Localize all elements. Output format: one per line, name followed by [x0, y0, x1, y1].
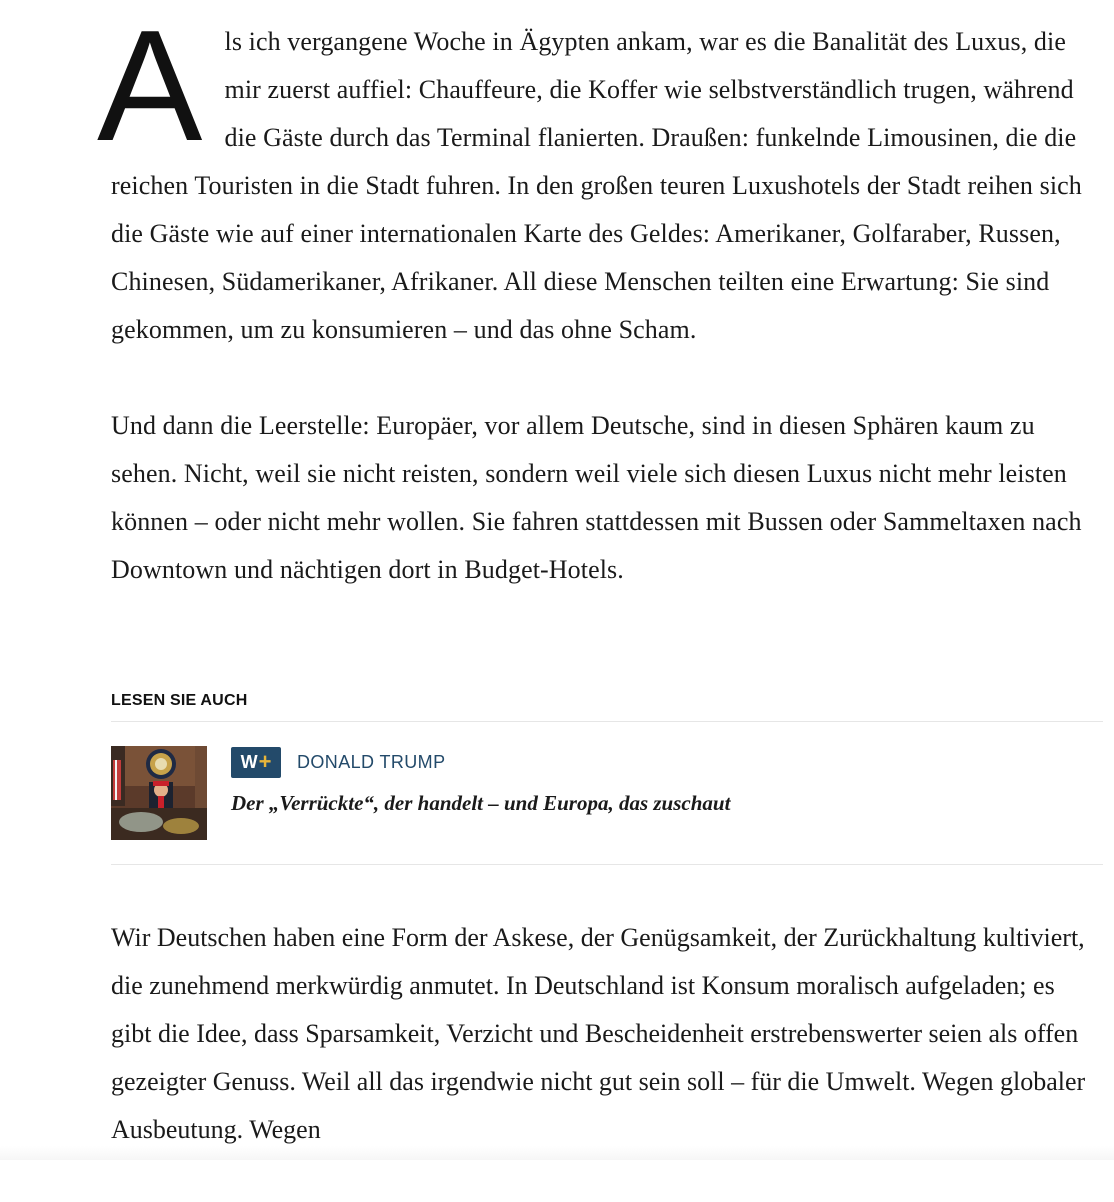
teaser-headline-link[interactable]: Der „Verrückte“, der handelt – und Europa, das zuschaut [231, 791, 731, 815]
article-body [97, 0, 1101, 642]
trump-photo-image [111, 746, 207, 840]
teaser-thumbnail[interactable] [111, 746, 207, 840]
article-paragraph-1 [97, 0, 1101, 354]
paragraph-1-text: ls ich vergangene Woche in Ägypten ankam, war es die Banalität des Luxus, die mir zuerst auffiel: Chauffeure, die Koffer wie selbstverständlich trugen, während die Gäste durch das Terminal flanierten. Draußen: funkelnde Limousinen, die die reichen Touristen in die Stadt fuhren. In den großen teuren Luxushotels der Stadt reihen sich die Gäste wie auf einer internationalen Karte des Geldes: Amerikaner, Golfaraber, Russen, Chinesen, Südamerikaner, Afrikaner. All diese Menschen teilten eine Erwartung: Sie sind gekommen, um zu konsumieren – und das ohne Scham. [111, 27, 1082, 344]
read-also-label: LESEN SIE AUCH [111, 688, 1103, 722]
article-paragraph-2: Und dann die Leerstelle: Europäer, vor allem Deutsche, sind in diesen Sphären kaum zu sehen. Nicht, weil sie nicht reisten, sondern weil viele sich diesen Luxus nicht mehr leisten können – oder nicht mehr wollen. Sie fahren stattdessen mit Bussen oder Sammeltaxen nach Downtown und nächtigen dort in Budget-Hotels. [111, 411, 1082, 584]
read-also-box [111, 688, 1103, 866]
teaser-kicker [231, 746, 445, 778]
article-paragraph-3: Wir Deutschen haben eine Form der Askese, der Genügsamkeit, der Zurückhaltung kultiviert, die zunehmend merkwürdig anmutet. In Deutschland ist Konsum moralisch aufgeladen; es gibt die Idee, dass Sparsamkeit, Verzicht und Bescheidenheit erstrebenswerter seien als offen gezeigter Genuss. Weil all das irgendwie nicht gut sein soll – für die Umwelt. Wegen globaler Ausbeutung. Wegen [111, 923, 1086, 1144]
drop-cap: A [97, 0, 203, 174]
welt-plus-badge [231, 747, 281, 778]
teaser-topic[interactable]: DONALD TRUMP [297, 751, 446, 772]
bottom-fade [0, 1146, 1114, 1160]
badge-letter: W [240, 751, 258, 772]
plus-icon: + [258, 749, 272, 774]
related-article-teaser[interactable] [111, 722, 1103, 865]
